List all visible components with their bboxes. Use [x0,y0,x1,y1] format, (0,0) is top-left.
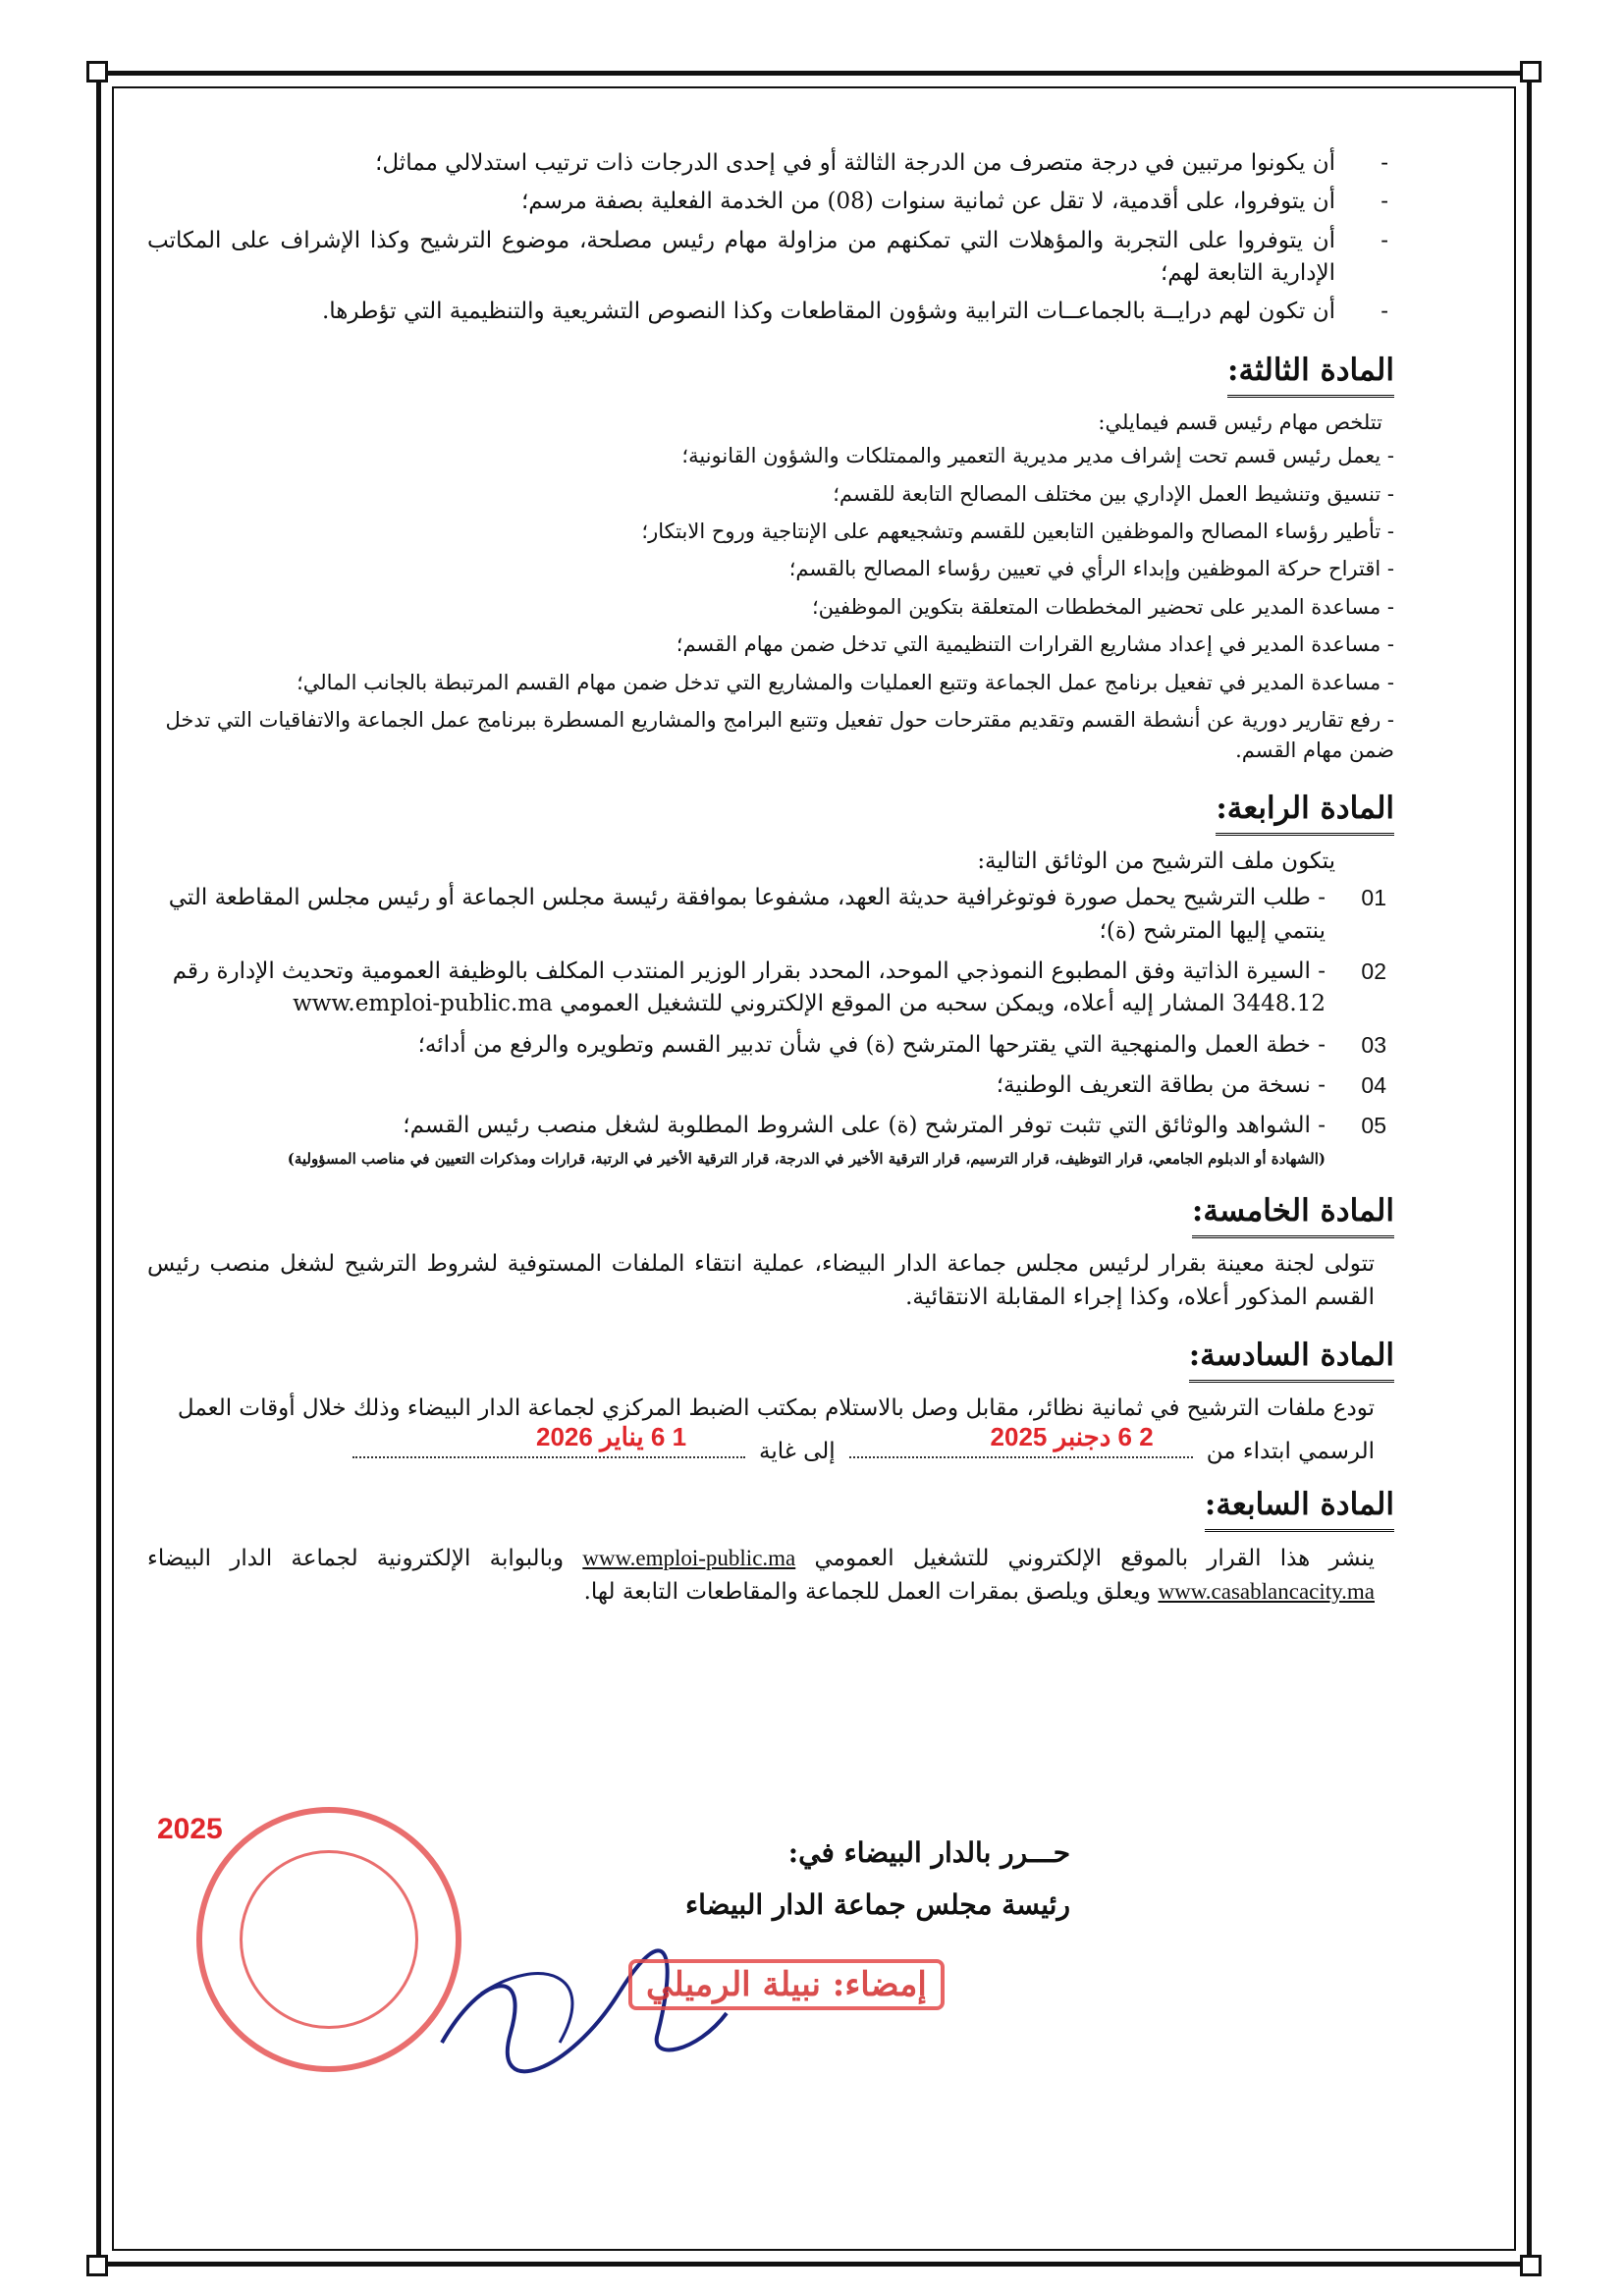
article6-heading: المادة السادسة: [1189,1334,1394,1383]
article3-heading: المادة الثالثة: [1227,349,1394,398]
corner-ornament [1520,2255,1542,2276]
to-date-field [352,1422,745,1458]
signatory-title: رئيسة مجلس جماعة الدار البيضاء [684,1888,1070,1921]
document-item: 02 - السيرة الذاتية وفق المطبوع النموذجي الموحد، المحدد بقرار الوزير المنتدب المكلف بالوظيفة العمومية وتحديث الإدارة رقم 3448.12 المشار إليه أعلاه، ويمكن سحبه من الموقع الإلكتروني للتشغيل العمومي www.emploi-public.ma [172,958,1386,1017]
article4-intro: يتكون ملف الترشيح من الوثائق التالية: [977,847,1335,874]
corner-ornament [1520,61,1542,82]
article4-heading: المادة الرابعة: [1216,787,1394,836]
from-date-field [849,1422,1193,1458]
article3-intro: تتلخص مهام رئيس قسم فيمايلي: [1098,410,1382,434]
document-body [147,147,1394,1614]
name-stamp: إمضاء: نبيلة الرميلي [628,1959,945,2010]
duty-item: - مساعدة المدير على تحضير المخططات المتعلقة بتكوين الموظفين؛ [811,594,1394,619]
condition-item: - أن يتوفروا على التجربة والمؤهلات التي تمكنهم من مزاولة مهام رئيس مصلحة، موضوع الترشيح وكذا الإشراف على المكاتب الإدارية التابعة لهم؛ [147,225,1394,291]
application-documents [147,882,1394,1142]
signature-place: حـــرر بالدار البيضاء في: [787,1836,1070,1869]
document-item: 01 - طلب الترشيح يحمل صورة فوتوغرافية حديثة العهد، مشفوعا بموافقة رئيسة مجلس الجماعة أو رئيس مجلس المقاطعة التي ينتمي إليها المترشح (ة)؛ [168,885,1386,944]
duty-item: - يعمل رئيس قسم تحت إشراف مدير مديرية التعمير والممتلكات والشؤون القانونية؛ [681,444,1394,468]
to-label: إلى غاية [759,1439,836,1465]
duty-item: - تأطير رؤساء المصالح والموظفين التابعين للقسم وتشجيعهم على الإنتاجية وروح الابتكار؛ [641,519,1394,543]
article7-text: ينشر هذا القرار بالموقع الإلكتروني للتشغيل العمومي www.emploi-public.ma وبالبوابة الإلكترونية لجماعة الدار البيضاء www.casablancacity.ma ويعلق ويلصق بمقرات العمل للجماعة والمقاطعات التابعة لها. [147,1545,1376,1605]
eligibility-conditions [147,147,1394,329]
casablancacity-link[interactable]: www.casablancacity.ma [1158,1579,1375,1604]
corner-ornament [86,61,108,82]
corner-ornament [86,2255,108,2276]
from-date-stamp: 2 6 دجنبر 2025 [990,1422,1154,1452]
condition-item: - أن يكونوا مرتبين في درجة متصرف من الدرجة الثالثة أو في إحدى الدرجات ذات ترتيب استدلالي مماثل؛ [147,147,1394,180]
article3-duties [147,441,1394,765]
condition-item: - أن يتوفروا، على أقدمية، لا تقل عن ثمانية سنوات (08) من الخدمة الفعلية بصفة مرسم؛ [147,186,1394,218]
from-label: الرسمي ابتداء من [1206,1439,1375,1465]
document-item: 03 - خطة العمل والمنهجية التي يقترحها المترشح (ة) في شأن تدبير القسم وتطويره والرفع من أدائه؛ [417,1031,1386,1058]
documents-note: (الشهادة أو الدبلوم الجامعي، قرار التوظيف، قرار الترسيم، قرار الترقية الأخير في الدرجة، قرار الترقية الأخير في الرتبة، قرارات ومذكرات التعيين في مناصب المسؤولية) [287,1149,1326,1168]
duty-item: - مساعدة المدير في إعداد مشاريع القرارات التنظيمية التي تدخل ضمن مهام القسم؛ [676,632,1394,657]
article5-text: تتولى لجنة معينة بقرار لرئيس مجلس جماعة الدار البيضاء، عملية انتقاء الملفات المستوفية لشروط الترشيح لشغل منصب رئيس القسم المذكور أعلاه، وكذا إجراء المقابلة الانتقائية. [147,1251,1375,1310]
document-item: 04 - نسخة من بطاقة التعريف الوطنية؛ [996,1072,1386,1099]
to-date-stamp: 1 6 يناير 2026 [535,1422,687,1452]
article7-heading: المادة السابعة: [1205,1483,1394,1532]
article6-text: تودع ملفات الترشيح في ثمانية نظائر، مقابل وصل بالاستلام بمكتب الضبط المركزي لجماعة الدار البيضاء وذلك خلال أوقات العمل [177,1395,1375,1422]
article5-heading: المادة الخامسة: [1192,1189,1394,1238]
duty-item: - اقتراح حركة الموظفين وإبداء الرأي في تعيين رؤساء المصالح بالقسم؛ [788,557,1394,581]
signature-date-stamp: 2025 [157,1813,223,1845]
condition-item: - أن تكون لهم درايــة بالجماعــات الترابية وشؤون المقاطعات وكذا النصوص التشريعية والتنظيمية التي تؤطرها. [147,296,1394,328]
duty-item: - مساعدة المدير في تفعيل برنامج عمل الجماعة وتتبع العمليات والمشاريع التي تدخل ضمن مهام القسم المرتبطة بالجانب المالي؛ [297,670,1394,694]
duty-item: - رفع تقارير دورية عن أنشطة القسم وتقديم مقترحات حول تفعيل وتتبع البرامج والمشاريع المسطرة ببرنامج عمل الجماعة والاتفاقيات التي تدخل ضمن مهام القسم. [165,708,1394,762]
deposit-period [147,1422,1375,1468]
duty-item: - تنسيق وتنشيط العمل الإداري بين مختلف المصالح التابعة للقسم؛ [833,481,1394,506]
signature-block [579,1836,1070,1921]
document-item: 05 - الشواهد والوثائق التي تثبت توفر المترشح (ة) على الشروط المطلوبة لشغل منصب رئيس القسم؛ [403,1113,1386,1139]
emploi-public-link[interactable]: www.emploi-public.ma [582,1545,796,1570]
